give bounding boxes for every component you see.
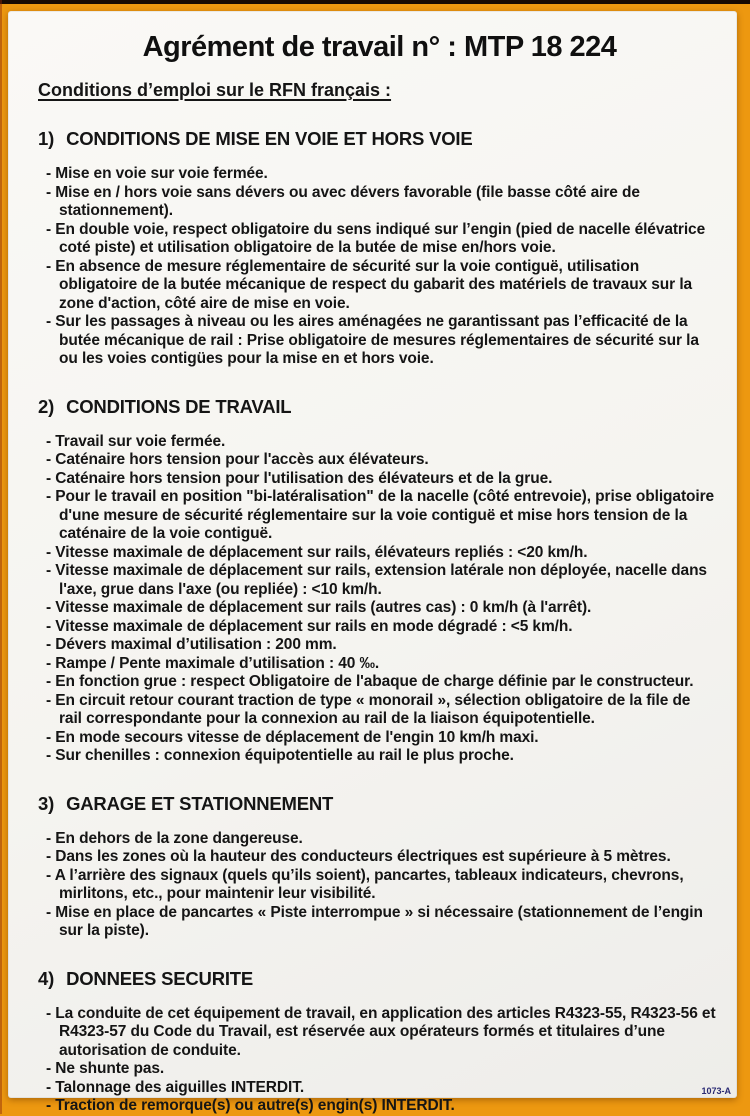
section-heading [38,793,717,815]
section-number: 4) [38,967,55,989]
condition-item: - Travail sur voie fermée. [46,433,717,452]
condition-item: - En fonction grue : respect Obligatoire de l'abaque de charge définie par le constructeur. [46,673,717,692]
condition-list [46,165,717,369]
section-heading [38,128,717,150]
section-heading [38,396,717,418]
section-title: DONNEES SECURITE [66,967,254,989]
section-number: 3) [38,792,55,814]
condition-item: - Traction de remorque(s) ou autre(s) engin(s) INTERDIT. [46,1097,717,1116]
section-title: CONDITIONS DE MISE EN VOIE ET HORS VOIE [66,128,473,149]
work-approval-plate [8,11,737,1114]
condition-item: - En absence de mesure réglementaire de sécurité sur la voie contiguë, utilisation obligatoire de la butée mécanique de respect du gabarit des matériels de travaux sur la zone d'action, côté aire de mise en voie. [46,258,717,314]
condition-list [46,433,717,766]
condition-item: - Dévers maximal d’utilisation : 200 mm. [46,636,717,655]
condition-item: - Vitesse maximale de déplacement sur rails, élévateurs repliés : <20 km/h. [46,544,717,563]
section-garage-stationnement [32,793,717,941]
photo-top-edge [0,0,750,4]
condition-item: - La conduite de cet équipement de travail, en application des articles R4323-55, R4323-56 et R4323-57 du Code du Travail, est réservée aux opérateurs formés et titulaires d’une autorisation de conduite. [46,1005,717,1061]
condition-item: - Dans les zones où la hauteur des conducteurs électriques est supérieure à 5 mètres. [46,848,717,867]
condition-item: - Mise en voie sur voie fermée. [46,165,717,184]
condition-item: - Sur les passages à niveau ou les aires aménagées ne garantissant pas l’efficacité de la butée mécanique de rail : Prise obligatoire de mesures réglementaires de sécurité sur la ou les voies contigües pour la mise en et hors voie. [46,313,717,369]
condition-item: - Pour le travail en position "bi-latéralisation" de la nacelle (côté entrevoie), prise obligatoire d'une mesure de sécurité réglementaire sur la voie contiguë et mise hors tension de la caténaire de la voie contiguë. [46,488,717,544]
condition-item: - En double voie, respect obligatoire du sens indiqué sur l’engin (pied de nacelle élévatrice coté piste) et utilisation obligatoire de la butée de mise en/hors voie. [46,221,717,258]
section-title: CONDITIONS DE TRAVAIL [66,395,292,417]
condition-item: - A l’arrière des signaux (quels qu’ils soient), pancartes, tableaux indicateurs, chevrons, mirlitons, etc., pour maintenir leur visibilité. [46,867,717,904]
condition-item: - En circuit retour courant traction de type « monorail », sélection obligatoire de la file de rail correspondante pour la connexion au rail de la liaison équipotentielle. [46,692,717,729]
condition-item: - Caténaire hors tension pour l'accès aux élévateurs. [46,451,717,470]
section-title: GARAGE ET STATIONNEMENT [66,792,334,814]
condition-list [46,830,717,941]
section-number: 1) [38,128,55,149]
condition-item: - Mise en place de pancartes « Piste interrompue » si nécessaire (stationnement de l’engin sur la piste). [46,904,717,941]
condition-item: - Mise en / hors voie sans dévers ou avec dévers favorable (file basse côté aire de stationnement). [46,184,717,221]
condition-list [46,1005,717,1116]
condition-item: - Vitesse maximale de déplacement sur rails en mode dégradé : <5 km/h. [46,618,717,637]
conditions-subtitle: Conditions d’emploi sur le RFN français : [38,80,392,100]
photo-left-edge [0,0,2,1114]
plate-reference-code: 1073-A [701,1086,731,1096]
condition-item: - Talonnage des aiguilles INTERDIT. [46,1079,717,1098]
condition-item: - Vitesse maximale de déplacement sur rails (autres cas) : 0 km/h (à l'arrêt). [46,599,717,618]
section-heading [38,968,717,990]
condition-item: - Rampe / Pente maximale d’utilisation : 40 ‰. [46,655,717,674]
section-number: 2) [38,395,55,417]
condition-item: - Ne shunte pas. [46,1060,717,1079]
condition-item: - Vitesse maximale de déplacement sur rails, extension latérale non déployée, nacelle dans l'axe, grue dans l'axe (ou repliée) : <10 km/h. [46,562,717,599]
section-donnees-securite [32,968,717,1116]
section-mise-en-voie [32,128,717,369]
condition-item: - En mode secours vitesse de déplacement de l'engin 10 km/h maxi. [46,729,717,748]
plate-title: Agrément de travail n° : MTP 18 224 [142,31,617,63]
condition-item: - En dehors de la zone dangereuse. [46,830,717,849]
section-conditions-travail [32,396,717,766]
condition-item: - Caténaire hors tension pour l'utilisation des élévateurs et de la grue. [46,470,717,489]
condition-item: - Sur chenilles : connexion équipotentielle au rail le plus proche. [46,747,717,766]
